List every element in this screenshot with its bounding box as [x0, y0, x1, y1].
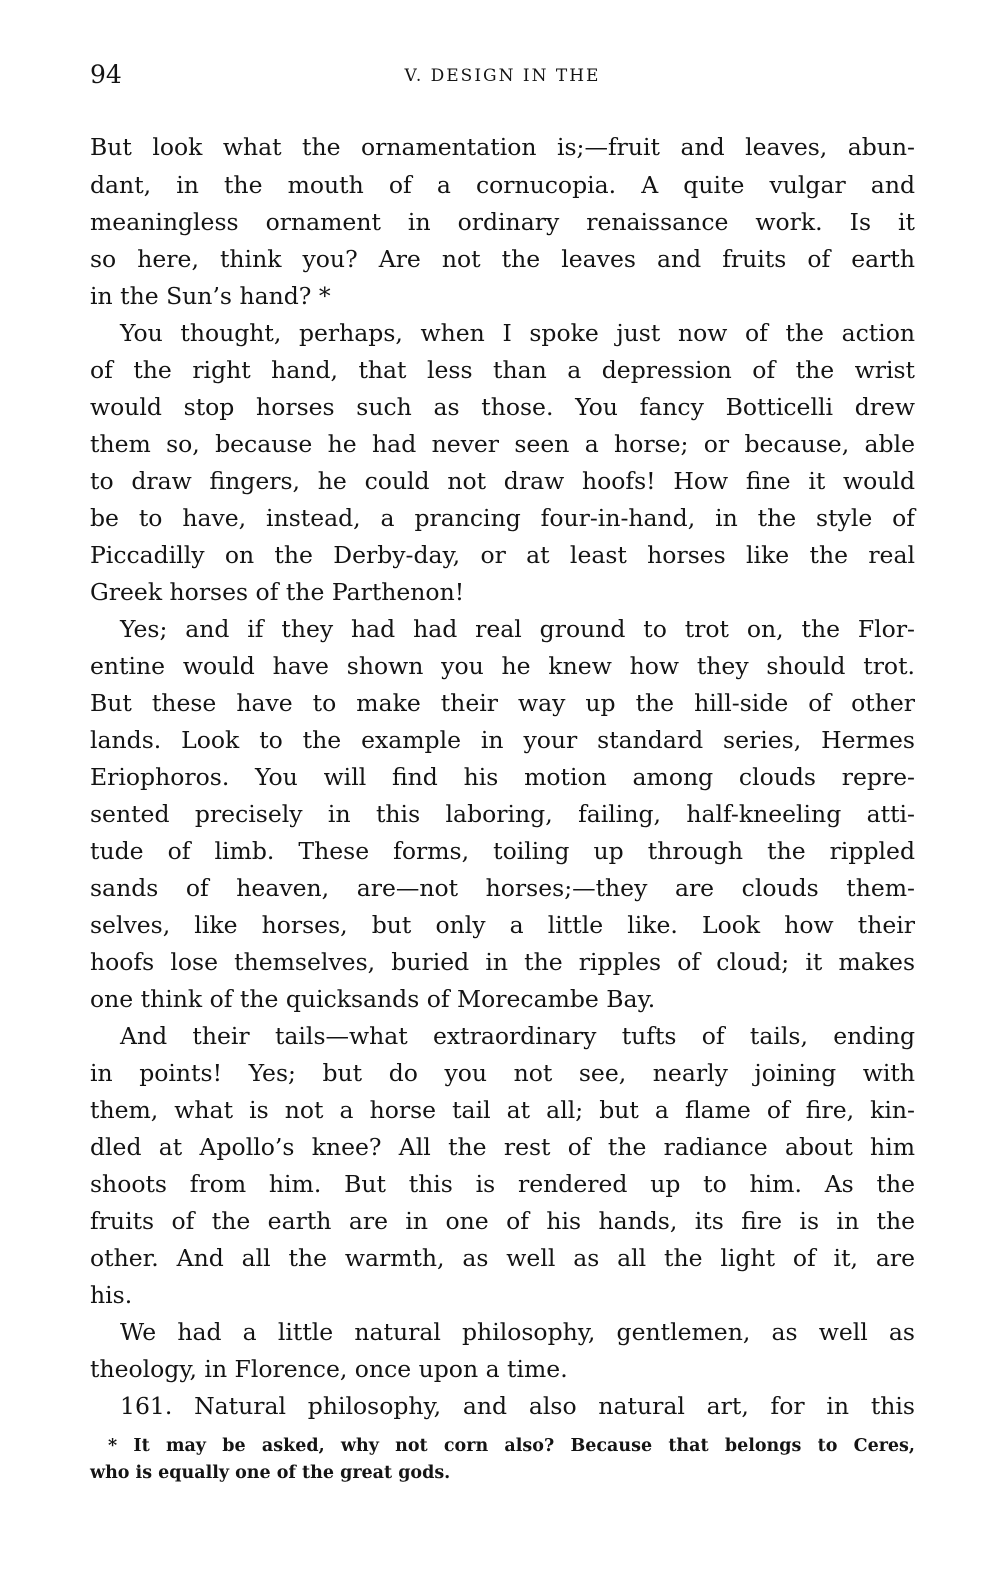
text-line: them, what is not a horse tail at all; but a flame of fire, kin- — [90, 1096, 915, 1124]
text-line: theology, in Florence, once upon a time. — [90, 1355, 568, 1383]
text-line: would stop horses such as those. You fancy Botticelli drew — [90, 393, 915, 421]
text-line: But these have to make their way up the hill-side of other — [90, 689, 915, 717]
footnote-line: * It may be asked, why not corn also? Because that belongs to Ceres, — [108, 1436, 915, 1456]
text-line: And their tails—what extraordinary tufts of tails, ending — [120, 1022, 915, 1050]
text-line: sented precisely in this laboring, failing, half-kneeling atti- — [90, 800, 915, 828]
text-line: Piccadilly on the Derby-day, or at least horses like the real — [90, 541, 915, 569]
text-line: in the Sun’s hand? * — [90, 282, 331, 310]
text-line: so here, think you? Are not the leaves and fruits of earth — [90, 245, 915, 273]
text-line: 161. Natural philosophy, and also natural art, for in this — [120, 1392, 915, 1420]
text-line: one think of the quicksands of Morecambe Bay. — [90, 985, 656, 1013]
text-line: them so, because he had never seen a horse; or because, able — [90, 430, 915, 458]
text-line: shoots from him. But this is rendered up to him. As the — [90, 1170, 915, 1198]
text-line: But look what the ornamentation is;—fruit and leaves, abun- — [90, 133, 915, 161]
page-header — [90, 60, 915, 100]
text-line: Eriophoros. You will find his motion among clouds repre- — [90, 763, 915, 791]
text-line: Greek horses of the Parthenon! — [90, 578, 465, 606]
text-line: tude of limb. These forms, toiling up through the rippled — [90, 837, 915, 865]
text-line: dant, in the mouth of a cornucopia. A quite vulgar and — [90, 171, 915, 199]
text-line: sands of heaven, are—not horses;—they are clouds them- — [90, 874, 915, 902]
page-number: 94 — [90, 60, 122, 89]
text-line: lands. Look to the example in your standard series, Hermes — [90, 726, 915, 754]
text-line: Yes; and if they had had real ground to trot on, the Flor- — [120, 615, 915, 643]
text-line: in points! Yes; but do you not see, nearly joining with — [90, 1059, 915, 1087]
text-line: fruits of the earth are in one of his hands, its fire is in the — [90, 1207, 915, 1235]
text-line: be to have, instead, a prancing four-in-hand, in the style of — [90, 504, 915, 532]
text-line: We had a little natural philosophy, gentlemen, as well as — [120, 1318, 915, 1346]
text-line: dled at Apollo’s knee? All the rest of the radiance about him — [90, 1133, 915, 1161]
text-line: meaningless ornament in ordinary renaissance work. Is it — [90, 208, 915, 236]
text-line: You thought, perhaps, when I spoke just now of the action — [120, 319, 915, 347]
text-line: his. — [90, 1281, 133, 1309]
running-head: V. DESIGN IN THE — [404, 66, 601, 86]
text-line: to draw fingers, he could not draw hoofs! How fine it would — [90, 467, 915, 495]
text-line: other. And all the warmth, as well as all the light of it, are — [90, 1244, 915, 1272]
text-line: selves, like horses, but only a little like. Look how their — [90, 911, 915, 939]
footnote-line: who is equally one of the great gods. — [90, 1463, 451, 1483]
text-line: entine would have shown you he knew how they should trot. — [90, 652, 915, 680]
text-line: of the right hand, that less than a depression of the wrist — [90, 356, 915, 384]
text-line: hoofs lose themselves, buried in the ripples of cloud; it makes — [90, 948, 915, 976]
